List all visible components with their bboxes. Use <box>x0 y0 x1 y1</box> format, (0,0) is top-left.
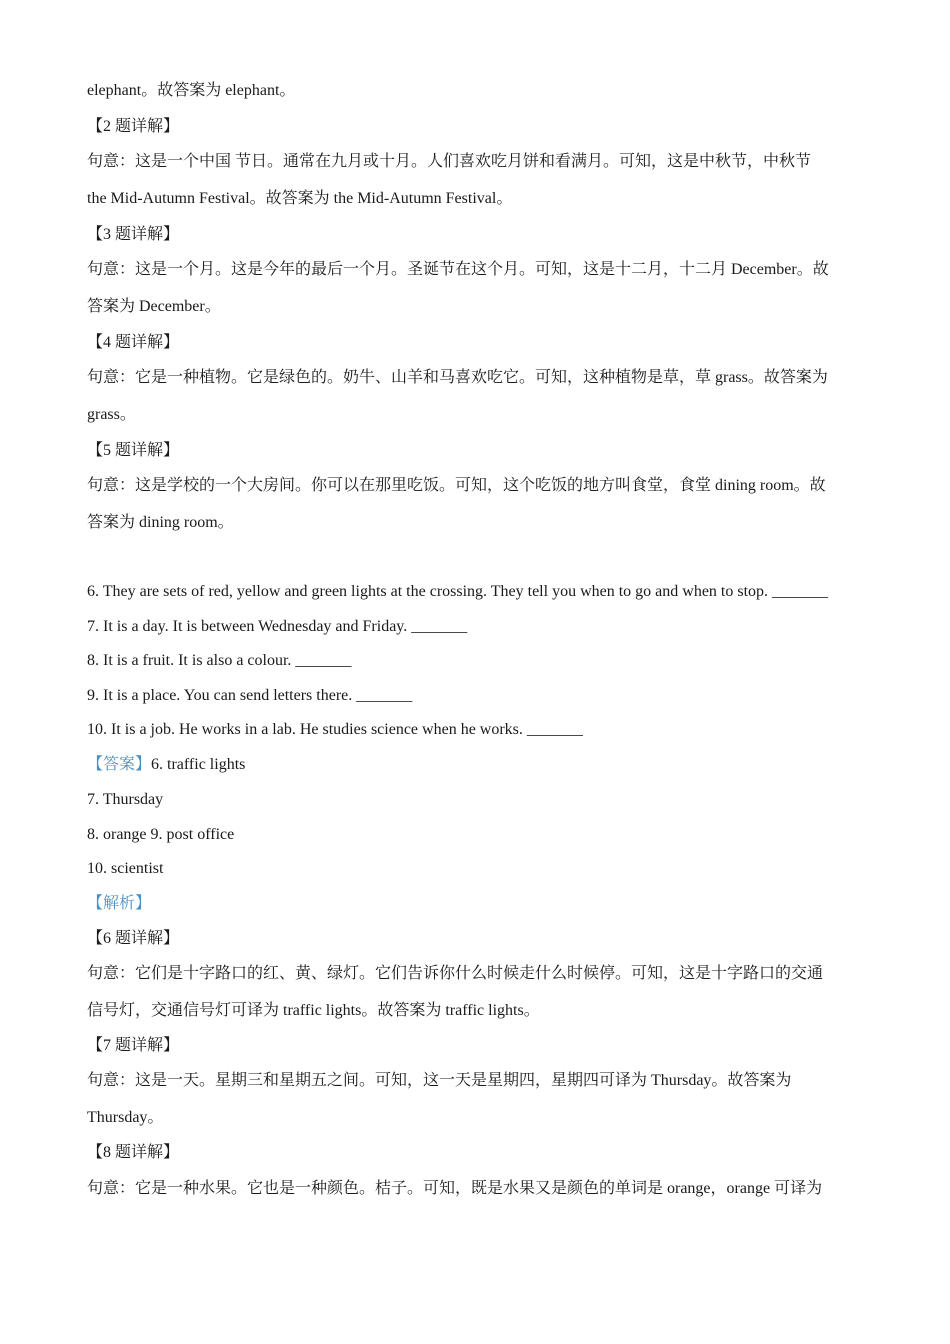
explanation-line: the Mid-Autumn Festival。故答案为 the Mid-Autumn Festival。 <box>87 190 513 207</box>
answer-8-9: 8. orange 9. post office <box>87 826 235 843</box>
answer-10: 10. scientist <box>87 860 164 877</box>
explanation-line: 答案为 dining room。 <box>87 514 234 531</box>
explanation-line: grass。 <box>87 406 136 423</box>
explanation-line: 句意：这是一个月。这是今年的最后一个月。圣诞节在这个月。可知，这是十二月，十二月 December。故 <box>87 261 829 278</box>
detail-heading-4: 【4 题详解】 <box>87 334 180 351</box>
question-9: 9. It is a place. You can send letters there. _______ <box>87 687 413 704</box>
detail-heading-6: 【6 题详解】 <box>87 930 180 947</box>
analysis-tag: 【解析】 <box>87 895 152 912</box>
explanation-line: Thursday。 <box>87 1109 164 1126</box>
detail-heading-2: 【2 题详解】 <box>87 118 180 135</box>
answer-tag: 【答案】 <box>87 756 152 773</box>
question-6: 6. They are sets of red, yellow and green lights at the crossing. They tell you when to go and when to stop. _______ <box>87 583 829 600</box>
explanation-line: 句意：它们是十字路口的红、黄、绿灯。它们告诉你什么时候走什么时候停。可知，这是十字路口的交通 <box>87 965 824 982</box>
explanation-line: 信号灯，交通信号灯可译为 traffic lights。故答案为 traffic lights。 <box>87 1002 540 1019</box>
explanation-line: 句意：这是学校的一个大房间。你可以在那里吃饭。可知，这个吃饭的地方叫食堂，食堂 dining room。故 <box>87 477 826 494</box>
question-8: 8. It is a fruit. It is also a colour. _______ <box>87 652 352 669</box>
explanation-line: elephant。故答案为 elephant。 <box>87 82 296 99</box>
question-7: 7. It is a day. It is between Wednesday and Friday. _______ <box>87 618 468 635</box>
answer-7: 7. Thursday <box>87 791 164 808</box>
answer-6: 6. traffic lights <box>151 756 246 773</box>
detail-heading-3: 【3 题详解】 <box>87 226 180 243</box>
answer-line <box>87 755 245 775</box>
explanation-line: 句意：这是一天。星期三和星期五之间。可知，这一天是星期四，星期四可译为 Thursday。故答案为 <box>87 1072 792 1089</box>
question-10: 10. It is a job. He works in a lab. He studies science when he works. _______ <box>87 721 583 738</box>
detail-heading-8: 【8 题详解】 <box>87 1144 180 1161</box>
explanation-line: 句意：它是一种水果。它也是一种颜色。桔子。可知，既是水果又是颜色的单词是 orange，orange 可译为 <box>87 1180 823 1197</box>
detail-heading-5: 【5 题详解】 <box>87 442 180 459</box>
explanation-line: 答案为 December。 <box>87 298 221 315</box>
explanation-line: 句意：它是一种植物。它是绿色的。奶牛、山羊和马喜欢吃它。可知，这种植物是草，草 grass。故答案为 <box>87 369 828 386</box>
explanation-line: 句意：这是一个中国 节日。通常在九月或十月。人们喜欢吃月饼和看满月。可知，这是中秋节，中秋节 <box>87 153 812 170</box>
detail-heading-7: 【7 题详解】 <box>87 1037 180 1054</box>
